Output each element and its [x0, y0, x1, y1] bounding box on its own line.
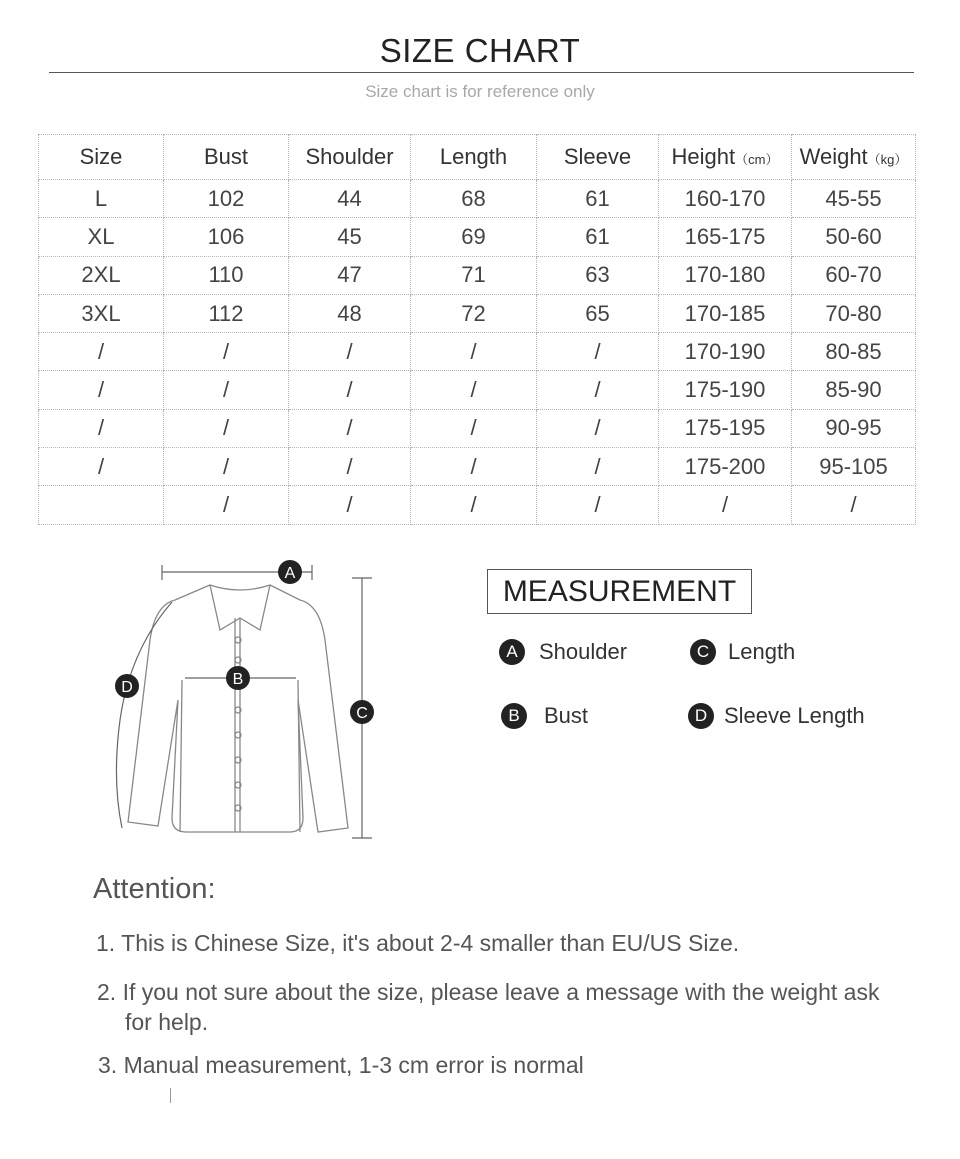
cell-bust: /	[164, 371, 289, 409]
stray-tick-mark	[170, 1088, 171, 1103]
cell-bust: /	[164, 448, 289, 486]
legend-badge-d: D	[688, 703, 714, 729]
header-bust: Bust	[164, 135, 289, 180]
cell-height: 165-175	[659, 218, 792, 256]
legend-item-bust	[501, 703, 588, 729]
cell-shoulder: 45	[289, 218, 411, 256]
legend-item-length	[690, 639, 795, 665]
table-row	[39, 180, 916, 218]
cell-height: /	[659, 486, 792, 524]
shirt-diagram	[100, 555, 400, 850]
header-height: Height（cm）	[659, 135, 792, 180]
table-header-row	[39, 135, 916, 180]
cell-length: /	[411, 448, 537, 486]
header-length: Length	[411, 135, 537, 180]
cell-height: 175-200	[659, 448, 792, 486]
measurement-title: MEASUREMENT	[487, 569, 752, 614]
header-shoulder: Shoulder	[289, 135, 411, 180]
table-body	[39, 180, 916, 525]
cell-bust: /	[164, 333, 289, 371]
legend-badge-b: B	[501, 703, 527, 729]
table-row	[39, 486, 916, 524]
cell-sleeve: /	[537, 409, 659, 447]
cell-length: /	[411, 409, 537, 447]
cell-length: /	[411, 371, 537, 409]
cell-sleeve: 61	[537, 180, 659, 218]
cell-height: 160-170	[659, 180, 792, 218]
header-size: Size	[39, 135, 164, 180]
cell-length: 69	[411, 218, 537, 256]
cell-sleeve: /	[537, 486, 659, 524]
title-divider	[49, 72, 914, 73]
cell-shoulder: 47	[289, 256, 411, 294]
marker-c-label: C	[356, 705, 368, 722]
cell-size: /	[39, 448, 164, 486]
cell-height: 170-180	[659, 256, 792, 294]
cell-bust: /	[164, 409, 289, 447]
cell-sleeve: 63	[537, 256, 659, 294]
cell-weight: /	[792, 486, 916, 524]
cell-weight: 90-95	[792, 409, 916, 447]
table-row	[39, 294, 916, 332]
cell-weight: 85-90	[792, 371, 916, 409]
cell-shoulder: /	[289, 448, 411, 486]
cell-size: 3XL	[39, 294, 164, 332]
cell-sleeve: 65	[537, 294, 659, 332]
cell-height: 170-190	[659, 333, 792, 371]
legend-label-shoulder: Shoulder	[539, 639, 628, 664]
cell-height: 175-190	[659, 371, 792, 409]
attention-note-1: 1. This is Chinese Size, it's about 2-4 smaller than EU/US Size.	[96, 930, 740, 956]
page-title: SIZE CHART	[379, 32, 581, 69]
table-row	[39, 371, 916, 409]
cell-bust: /	[164, 486, 289, 524]
page-subtitle: Size chart is for reference only	[365, 82, 595, 101]
cell-bust: 102	[164, 180, 289, 218]
cell-bust: 110	[164, 256, 289, 294]
cell-weight: 95-105	[792, 448, 916, 486]
marker-d-label: D	[121, 679, 133, 696]
table-row	[39, 409, 916, 447]
legend-item-shoulder	[499, 639, 627, 665]
cell-sleeve: /	[537, 448, 659, 486]
legend-label-sleeve-length: Sleeve Length	[724, 703, 865, 728]
weight-unit: （kg）	[867, 152, 908, 167]
attention-note-2: 2. If you not sure about the size, please leave a message with the weight ask for help.	[97, 979, 880, 1035]
cell-length: 71	[411, 256, 537, 294]
shirt-placket	[235, 618, 240, 832]
cell-bust: 106	[164, 218, 289, 256]
cell-length: /	[411, 486, 537, 524]
cell-shoulder: 44	[289, 180, 411, 218]
height-unit: （cm）	[735, 152, 779, 167]
cell-weight: 80-85	[792, 333, 916, 371]
table-row	[39, 448, 916, 486]
cell-height: 170-185	[659, 294, 792, 332]
cell-size: XL	[39, 218, 164, 256]
shirt-outline	[128, 585, 348, 832]
cell-weight: 60-70	[792, 256, 916, 294]
header-sleeve: Sleeve	[537, 135, 659, 180]
cell-size: 2XL	[39, 256, 164, 294]
marker-b-label: B	[232, 671, 244, 688]
marker-a-label: A	[284, 565, 296, 582]
legend-badge-c: C	[690, 639, 716, 665]
cell-weight: 70-80	[792, 294, 916, 332]
cell-size: /	[39, 333, 164, 371]
legend-badge-a: A	[499, 639, 525, 665]
table-row	[39, 256, 916, 294]
cell-length: /	[411, 333, 537, 371]
cell-sleeve: /	[537, 333, 659, 371]
header-weight: Weight（kg）	[792, 135, 916, 180]
cell-sleeve: 61	[537, 218, 659, 256]
cell-weight: 50-60	[792, 218, 916, 256]
attention-note-3: 3. Manual measurement, 1-3 cm error is normal	[98, 1052, 584, 1078]
cell-length: 72	[411, 294, 537, 332]
cell-length: 68	[411, 180, 537, 218]
cell-size: /	[39, 371, 164, 409]
cell-bust: 112	[164, 294, 289, 332]
cell-size: L	[39, 180, 164, 218]
cell-sleeve: /	[537, 371, 659, 409]
cell-size	[39, 486, 164, 524]
cell-shoulder: /	[289, 333, 411, 371]
cell-height: 175-195	[659, 409, 792, 447]
table-row	[39, 218, 916, 256]
legend-item-sleeve-length	[688, 703, 865, 729]
cell-shoulder: /	[289, 409, 411, 447]
cell-size: /	[39, 409, 164, 447]
legend-label-length: Length	[728, 639, 796, 664]
size-chart-table	[38, 134, 916, 525]
attention-heading: Attention:	[93, 873, 216, 905]
cell-weight: 45-55	[792, 180, 916, 218]
legend-label-bust: Bust	[544, 703, 589, 728]
cell-shoulder: 48	[289, 294, 411, 332]
cell-shoulder: /	[289, 371, 411, 409]
cell-shoulder: /	[289, 486, 411, 524]
table-row	[39, 333, 916, 371]
